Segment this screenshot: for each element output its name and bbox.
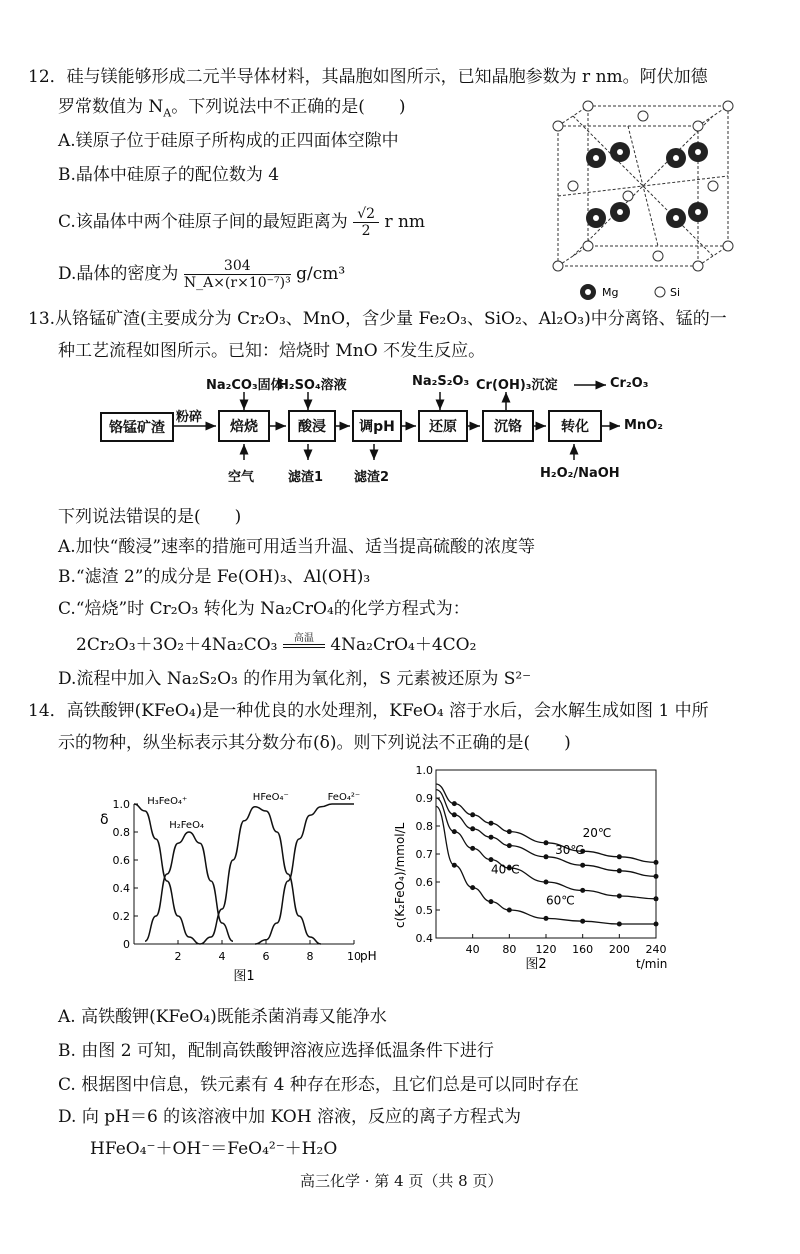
flow-input-na2s2o3: Na₂S₂O₃ [412, 374, 470, 389]
fig1-series-label: H₂FeO₄ [169, 819, 204, 831]
fig2-caption: 图2 [525, 957, 547, 972]
q13-stem-line2: 种工艺流程如图所示。已知：焙烧时 MnO 不发生反应。 [58, 341, 486, 361]
q13-question: 下列说法错误的是( ) [58, 507, 242, 527]
q13-equation: 2Cr₂O₃＋3O₂＋4Na₂CO₃ 高温 4Na₂CrO₄＋4CO₂ [76, 633, 477, 655]
fig2-data-point [580, 863, 585, 868]
q14-option-c: C. 根据图中信息，铁元素有 4 种存在形态，且它们总是可以同时存在 [58, 1075, 579, 1095]
fig2-y-tick-label: 0.6 [415, 876, 433, 889]
q14-option-a: A. 高铁酸钾(KFeO₄)既能杀菌消毒又能净水 [58, 1007, 387, 1027]
flow-step-reduce: 还原 [418, 410, 468, 442]
fig2-series-label: 20℃ [582, 826, 612, 841]
fig2-data-point [654, 896, 659, 901]
fig2-x-tick-label: 160 [572, 943, 594, 956]
fig2-data-point [507, 908, 512, 913]
flow-step-roast: 焙烧 [218, 410, 270, 442]
fig2-y-tick-label: 0.5 [415, 904, 433, 917]
fig1-x-tick-label: 4 [218, 950, 226, 963]
fig2-data-point [617, 854, 622, 859]
q14-option-d-equation: HFeO₄⁻＋OH⁻＝FeO₄²⁻＋H₂O [90, 1139, 338, 1159]
flow-input-air: 空气 [228, 470, 255, 485]
fig2-data-point [470, 812, 475, 817]
fig1-series-line [255, 804, 354, 944]
fig2-data-point [470, 826, 475, 831]
fig2-data-point [507, 843, 512, 848]
fig2-data-point [489, 857, 494, 862]
fig2-x-tick-label: 40 [465, 943, 480, 956]
flow-output-mno2: MnO₂ [624, 418, 663, 433]
flow-input-na2co3: Na₂CO₃固体 [206, 378, 284, 393]
fig2-y-tick-label: 0.9 [415, 792, 433, 805]
fig2-data-point [580, 919, 585, 924]
page-footer: 高三化学 · 第 4 页（共 8 页） [300, 1172, 503, 1190]
fig2-y-tick-label: 0.4 [415, 932, 433, 945]
fig2-data-point [654, 874, 659, 879]
q12-option-d: D.晶体的密度为 $\frac{304}{\text{N\_A×(r×10⁻⁷)³}}$ g/cm³ [58, 258, 346, 291]
fig2-data-point [452, 801, 457, 806]
fig1-y-label: δ [100, 812, 109, 828]
flow-diagram-lines [0, 0, 800, 520]
fig2-x-tick-label: 80 [502, 943, 517, 956]
fig2-data-point [452, 829, 457, 834]
fig2-data-point [507, 829, 512, 834]
flow-start-box: 铬锰矿渣 [100, 412, 174, 442]
q12-stem-line1: 12．硅与镁能够形成二元半导体材料，其晶胞如图所示，已知晶胞参数为 r nm。阿伏加德 [28, 67, 708, 87]
flow-step-precipitate-cr: 沉铬 [482, 410, 534, 442]
fig2-data-point [544, 840, 549, 845]
fig2-y-tick-label: 1.0 [415, 764, 433, 777]
flow-residue-2: 滤渣2 [354, 470, 390, 485]
fig1-series-line [145, 832, 233, 941]
figure1-speciation-chart [80, 780, 380, 990]
fig1-series-label: H₃FeO₄⁺ [147, 796, 188, 807]
fig2-data-point [544, 880, 549, 885]
fig2-data-point [654, 860, 659, 865]
q12-stem-line2: 罗常数值为 $N_A$。下列说法中不正确的是( ) [58, 97, 406, 120]
fig2-x-label: t/min [636, 957, 668, 971]
fig2-series-label: 60℃ [546, 893, 575, 908]
fig2-x-tick-label: 240 [645, 943, 667, 956]
fig2-y-tick-label: 0.8 [415, 820, 433, 833]
flow-input-h2o2-naoh: H₂O₂/NaOH [540, 466, 620, 481]
fig2-data-point [544, 854, 549, 859]
fig2-data-point [617, 922, 622, 927]
legend-mg: Mg [602, 286, 619, 299]
flow-step-convert: 转化 [548, 410, 602, 442]
fig2-data-point [470, 846, 475, 851]
flow-residue-1: 滤渣1 [288, 470, 324, 485]
fig2-frame [436, 770, 656, 938]
fig1-y-tick-label: 1.0 [112, 798, 130, 811]
q14-stem-line1: 14．高铁酸钾(KFeO₄)是一种优良的水处理剂，KFeO₄ 溶于水后，会水解生成如图 1 中所 [28, 701, 709, 721]
fig2-data-point [489, 835, 494, 840]
figure2-decay-chart [390, 760, 680, 990]
q14-option-b: B. 由图 2 可知，配制高铁酸钾溶液应选择低温条件下进行 [58, 1041, 494, 1061]
fig1-x-tick-label: 8 [306, 950, 314, 963]
flow-grind-label: 粉碎 [176, 410, 203, 425]
fig2-data-point [580, 888, 585, 893]
fig2-data-point [452, 863, 457, 868]
q13-option-b: B.“滤渣 2”的成分是 Fe(OH)₃、Al(OH)₃ [58, 567, 371, 587]
fig2-y-label: c(K₂FeO₄)/mmol/L [393, 822, 407, 928]
fig2-series-line [436, 784, 656, 862]
fig1-x-tick-label: 6 [262, 950, 270, 963]
fig2-series-line [436, 790, 656, 877]
fig1-y-tick-label: 0.8 [112, 826, 130, 839]
fig1-y-tick-label: 0.4 [112, 882, 130, 895]
fig1-series-label: FeO₄²⁻ [327, 791, 361, 803]
flow-step-acid-leach: 酸浸 [288, 410, 336, 442]
fig1-y-tick-label: 0.2 [112, 910, 130, 923]
fig2-data-point [452, 812, 457, 817]
q13-option-c: C.“焙烧”时 Cr₂O₃ 转化为 Na₂CrO₄的化学方程式为： [58, 599, 470, 619]
flow-output-cr2o3: Cr₂O₃ [610, 376, 649, 391]
q12-option-b: B.晶体中硅原子的配位数为 4 [58, 165, 280, 185]
fig2-y-tick-label: 0.7 [415, 848, 433, 861]
flow-step-adjust-ph: 调pH [352, 410, 402, 442]
fig1-y-tick-label: 0.6 [112, 854, 130, 867]
q13-option-d: D.流程中加入 Na₂S₂O₃ 的作用为氧化剂，S 元素被还原为 S²⁻ [58, 669, 532, 689]
fig1-x-tick-label: 10 [347, 950, 361, 963]
fig2-series-label: 40℃ [491, 862, 520, 877]
fig2-x-tick-label: 120 [535, 943, 557, 956]
q12-option-a: A.镁原子位于硅原子所构成的正四面体空隙中 [58, 131, 399, 151]
fig1-caption: 图1 [233, 969, 255, 984]
fig2-data-point [617, 868, 622, 873]
fig2-data-point [489, 899, 494, 904]
q13-stem-line1: 13.从铬锰矿渣(主要成分为 Cr₂O₃、MnO，含少量 Fe₂O₃、SiO₂、Al₂O₃)中分离铬、锰的一 [28, 309, 727, 329]
fig2-series-label: 30℃ [555, 843, 584, 857]
fig2-data-point [617, 894, 622, 899]
fig1-x-label: pH [360, 949, 377, 963]
fig1-series-label: HFeO₄⁻ [252, 791, 289, 803]
q12-option-c: C.该晶体中两个硅原子间的最短距离为 $\frac{√2}{2}$ r nm [58, 206, 426, 239]
fig2-data-point [470, 885, 475, 890]
fig2-data-point [544, 916, 549, 921]
fig2-x-tick-label: 200 [608, 943, 630, 956]
legend-si: Si [670, 286, 681, 299]
fig1-y-tick-label: 0 [123, 938, 130, 951]
fig1-x-tick-label: 2 [174, 950, 182, 963]
q14-option-d: D. 向 pH＝6 的该溶液中加 KOH 溶液，反应的离子方程式为 [58, 1107, 521, 1127]
flow-output-croh3: Cr(OH)₃沉淀 [476, 378, 558, 393]
flow-input-h2so4: H₂SO₄溶液 [278, 378, 347, 393]
q14-stem-line2: 示的物种，纵坐标表示其分数分布(δ)。则下列说法不正确的是( ) [58, 733, 571, 753]
fig1-series-line [200, 807, 321, 944]
fig2-data-point [489, 821, 494, 826]
q13-option-a: A.加快“酸浸”速率的措施可用适当升温、适当提高硫酸的浓度等 [58, 537, 536, 557]
fig2-data-point [654, 922, 659, 927]
